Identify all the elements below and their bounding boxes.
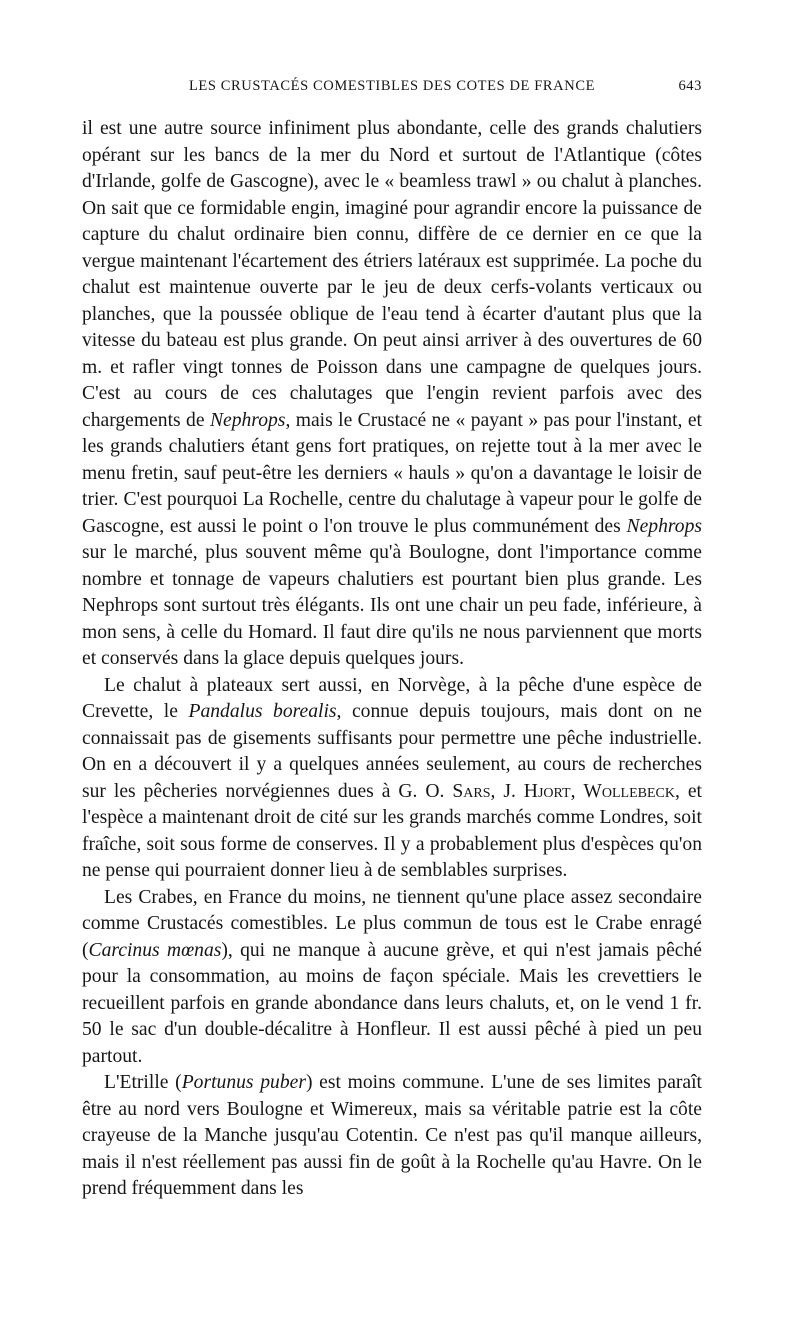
text-run: , mais le Crustacé ne « payant » pas pour l'instant, et les grands chalutiers étant gens fort pratiques, on rejette tout à la mer avec le menu fretin, sauf peut-être les derniers « hauls » qu'on a davantage le loisir de trier. C'est pourquoi La Rochelle, centre du chalutage à vapeur pour le golfe de Gascogne, est aussi le point o l'on trouve le plus communément des	[82, 409, 702, 537]
text-run: Les Crabes, en France du moins, ne tiennent qu'une place assez secondaire comme Crustacés comestibles. Le plus commun de tous est le Crabe enragé (	[82, 886, 702, 961]
text-run: , et l'espèce a maintenant droit de cité sur les grands marchés comme Londres, soit fraîche, soit sous forme de conserves. Il y a probablement plus d'espèces qu'on ne pense qui pourraient donner lieu à de semblables surprises.	[82, 780, 702, 881]
text-run: , connue depuis toujours, mais dont on ne connaissait pas de gisements suffisants pour permettre une pêche industrielle. On en a découvert il y a quelques années seulement, au cours de recherches sur les pêcheries norvégiennes dues à G. O.	[82, 701, 702, 802]
author-name: Hjort	[523, 780, 571, 802]
text-run: L'Etrille (	[104, 1072, 182, 1093]
paragraph-3	[82, 885, 702, 1071]
body-text	[82, 116, 702, 1203]
text-run: sur le marché, plus souvent même qu'à Boulogne, dont l'importance comme nombre et tonnage de vapeurs chalutiers est pourtant bien plus grande. Les Nephrops sont surtout très élégants. Ils ont une chair un peu fade, inférieure, à mon sens, à celle du Homard. Il faut dire qu'ils ne nous parviennent que morts et conservés dans la glace depuis quelques jours.	[82, 542, 702, 669]
text-run: ), qui ne manque à aucune grève, et qui n'est jamais pêché pour la consommation, au moins de façon spéciale. Mais les crevettiers le recueillent parfois en grande abondance dans leurs chaluts, et, on le vend 1 fr. 50 le sac d'un double-décalitre à Honfleur. Il est aussi pêché à pied un peu partout.	[82, 939, 702, 1067]
page-number: 643	[678, 78, 702, 94]
running-head	[82, 78, 702, 95]
paragraph-1	[82, 116, 702, 673]
text-run: il est une autre source infiniment plus abondante, celle des grands chalutiers opérant sur les bancs de la mer du Nord et surtout de l'Atlantique (côtes d'Irlande, golfe de Gascogne), avec le « beamless trawl » ou chalut à planches. On sait que ce formidable engin, imaginé pour agrandir encore la puissance de capture du chalut ordinaire bien connu, diffère de ce dernier en ce que la vergue maintenant l'écartement des étriers latéraux est supprimée. La poche du chalut est maintenue ouverte par le jeu de deux cerfs-volants verticaux ou planches, que la poussée oblique de l'eau tend à écarter d'autant plus que la vitesse du bateau est plus grande. On peut ainsi arriver à des ouvertures de 60 m. et rafler vingt tonnes de Poisson dans une campagne de quelques jours. C'est au cours de ces chalutages que l'engin revient parfois avec des chargements de	[82, 118, 702, 431]
paragraph-4	[82, 1070, 702, 1203]
italic-term: Nephrops	[626, 515, 702, 537]
paragraph-2	[82, 673, 702, 885]
text-run: , J.	[490, 780, 524, 802]
text-run: ,	[570, 780, 584, 802]
running-title: LES CRUSTACÉS COMESTIBLES DES COTES DE FRANCE	[188, 78, 596, 94]
text-run: Le chalut à plateaux sert aussi, en Norvège, à la pêche d'une espèce de Crevette, le	[82, 674, 702, 722]
italic-term: Nephrops	[209, 409, 286, 431]
italic-term: Pandalus borealis	[188, 701, 337, 722]
author-name: Sars	[452, 780, 491, 802]
italic-term: Carcinus mœnas	[88, 939, 222, 961]
text-run: ) est moins commune. L'une de ses limites paraît être au nord vers Boulogne et Wimereux, mais sa véritable patrie est la côte crayeuse de la Manche jusqu'au Cotentin. Ce n'est pas qu'il manque ailleurs, mais il n'est réellement pas aussi fin de goût à la Rochelle qu'au Havre. On le prend fréquemment dans les	[82, 1072, 703, 1199]
italic-term: Portunus puber	[181, 1072, 306, 1093]
author-name: Wollebeck	[583, 780, 676, 802]
